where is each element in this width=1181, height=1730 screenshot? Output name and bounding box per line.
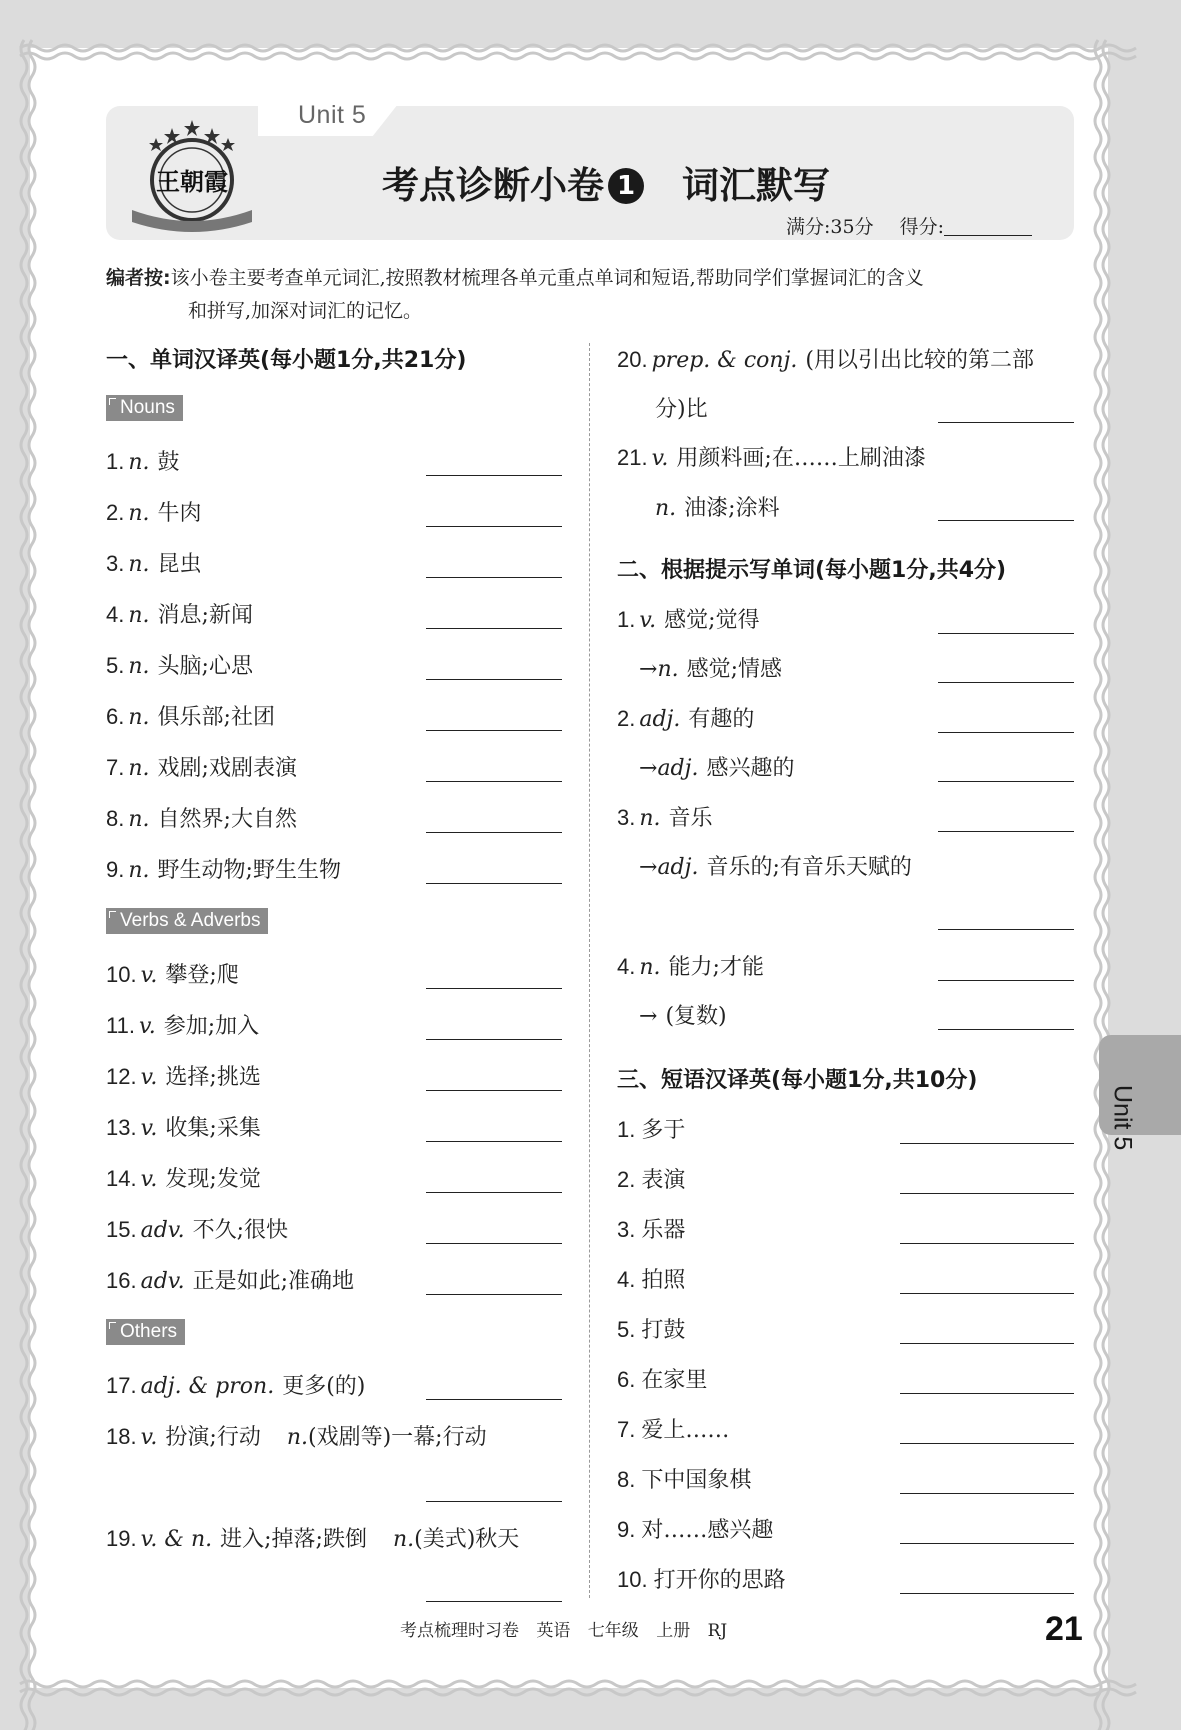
question-number: 7.	[106, 755, 125, 780]
part-of-speech: v.	[140, 1167, 158, 1192]
part-of-speech: n.	[128, 654, 150, 679]
answer-blank[interactable]	[900, 1393, 1074, 1394]
question-text: 选择;挑选	[165, 1065, 261, 1090]
part-of-speech: n.	[128, 501, 150, 526]
question-item	[106, 751, 297, 782]
part-of-speech: v.	[651, 446, 669, 471]
answer-blank[interactable]	[426, 628, 562, 629]
question-text: 消息;新闻	[157, 603, 253, 628]
arrow-icon: →	[639, 657, 658, 682]
question-text: 攀登;爬	[165, 963, 239, 988]
page-title: 考点诊断小卷 1 词汇默写	[382, 164, 830, 207]
answer-blank[interactable]	[900, 1293, 1074, 1294]
question-text: 收集;采集	[165, 1116, 261, 1141]
question-number: 15.	[106, 1217, 137, 1242]
answer-blank[interactable]	[426, 1141, 562, 1142]
question-text: 音乐	[668, 806, 713, 831]
question-text: 油漆;涂料	[684, 496, 780, 521]
question-item	[617, 1413, 729, 1444]
part-of-speech: v.	[138, 1014, 156, 1039]
part-of-speech: n.	[128, 807, 150, 832]
question-item	[106, 1060, 261, 1091]
answer-blank[interactable]	[426, 883, 562, 884]
answer-blank[interactable]	[938, 1029, 1074, 1030]
question-item	[106, 547, 202, 578]
question-number: 17.	[106, 1373, 137, 1398]
question-number: 6.	[106, 704, 125, 729]
part-of-speech: adv.	[140, 1218, 185, 1243]
question-number: 19.	[106, 1526, 137, 1551]
question-item	[106, 1162, 261, 1193]
question-item	[617, 1363, 707, 1394]
answer-blank[interactable]	[938, 980, 1074, 981]
question-text: 牛肉	[157, 501, 202, 526]
part-of-speech: adj.	[657, 756, 699, 781]
category-nouns: Nouns	[106, 395, 183, 421]
part-of-speech: v. & n.	[140, 1527, 213, 1552]
section-1-title: 一、单词汉译英(每小题1分,共21分)	[106, 348, 467, 373]
title-number-badge: 1	[608, 168, 644, 204]
question-text: (戏剧等)一幕;行动	[308, 1425, 487, 1450]
answer-blank[interactable]	[900, 1543, 1074, 1544]
footer-text: 考点梳理时习卷 英语 七年级 上册 RJ	[400, 1621, 728, 1641]
question-item	[106, 958, 239, 989]
question-number: 18.	[106, 1424, 137, 1449]
part-of-speech: n.	[128, 450, 150, 475]
question-number: 5.	[106, 653, 125, 678]
question-text: 自然界;大自然	[157, 807, 297, 832]
question-number: 1.	[106, 449, 125, 474]
question-number: 3.	[617, 805, 636, 830]
question-item	[106, 1213, 288, 1244]
category-others: Others	[106, 1319, 185, 1345]
question-text: 俱乐部;社团	[157, 705, 275, 730]
part-of-speech: n.	[286, 1425, 308, 1450]
answer-blank[interactable]	[938, 831, 1074, 832]
question-number: 5.	[617, 1317, 636, 1342]
answer-blank[interactable]	[938, 682, 1074, 683]
answer-blank[interactable]	[938, 520, 1074, 521]
answer-blank[interactable]	[426, 1243, 562, 1244]
question-item	[617, 1163, 685, 1194]
part-of-speech: v.	[140, 1116, 158, 1141]
question-number: 16.	[106, 1268, 137, 1293]
part-of-speech: n.	[128, 705, 150, 730]
question-number: 8.	[106, 806, 125, 831]
question-text: 打开你的思路	[653, 1568, 786, 1593]
answer-blank[interactable]	[426, 832, 562, 833]
question-text: 戏剧;戏剧表演	[157, 756, 297, 781]
question-item	[106, 1522, 519, 1553]
question-text: (用以引出比较的第二部	[805, 348, 1035, 373]
question-text: 扮演;行动	[165, 1425, 261, 1450]
part-of-speech: n.	[392, 1527, 415, 1552]
question-item	[617, 1563, 786, 1594]
question-number: 3.	[106, 551, 125, 576]
part-of-speech: adv.	[140, 1269, 185, 1294]
question-text: 感兴趣的	[706, 756, 795, 781]
question-item	[106, 700, 275, 731]
question-number: 7.	[617, 1417, 636, 1442]
question-item	[617, 1313, 685, 1344]
question-item-cont	[655, 491, 780, 522]
part-of-speech: n.	[128, 858, 150, 883]
score-blank[interactable]	[944, 217, 1032, 236]
part-of-speech: adj. & pron.	[140, 1374, 275, 1399]
question-text: 多于	[641, 1118, 686, 1143]
question-number: 12.	[106, 1064, 137, 1089]
answer-blank[interactable]	[426, 1294, 562, 1295]
question-item	[617, 1513, 773, 1544]
question-number: 2.	[617, 706, 636, 731]
question-text: 在家里	[641, 1368, 708, 1393]
question-text: 鼓	[157, 450, 180, 475]
answer-blank[interactable]	[426, 526, 562, 527]
answer-blank[interactable]	[938, 929, 1074, 930]
column-divider	[589, 343, 590, 1598]
question-number: 10.	[617, 1567, 648, 1592]
answer-blank[interactable]	[900, 1243, 1074, 1244]
question-item	[106, 1111, 261, 1142]
answer-blank[interactable]	[426, 475, 562, 476]
page-number: 21	[1045, 1610, 1083, 1648]
question-number: 1.	[617, 1117, 636, 1142]
answer-blank[interactable]	[426, 1090, 562, 1091]
part-of-speech: n.	[128, 603, 150, 628]
question-number: 8.	[617, 1467, 636, 1492]
question-text: 打鼓	[641, 1318, 686, 1343]
answer-blank[interactable]	[900, 1443, 1074, 1444]
question-text: 头脑;心思	[157, 654, 253, 679]
answer-blank[interactable]	[426, 1601, 562, 1602]
question-item	[617, 950, 764, 981]
question-text: 下中国象棋	[641, 1468, 752, 1493]
editor-note: 编者按:该小卷主要考查单元词汇,按照教材梳理各单元重点单词和短语,帮助同学们掌握词汇的含义 和拼写,加深对词汇的记忆。	[106, 267, 924, 322]
question-text: 有趣的	[688, 707, 755, 732]
question-text: 对……感兴趣	[641, 1518, 774, 1543]
question-text: 野生动物;野生生物	[157, 858, 341, 883]
derived-word-hint	[639, 999, 727, 1030]
question-item	[106, 802, 297, 833]
question-item	[106, 1009, 259, 1040]
question-text: 拍照	[641, 1268, 686, 1293]
question-number: 4.	[617, 954, 636, 979]
question-text: 正是如此;准确地	[192, 1269, 355, 1294]
question-item	[106, 1420, 487, 1451]
question-item	[617, 801, 713, 832]
question-text: 感觉;觉得	[664, 608, 760, 633]
question-item	[617, 1113, 685, 1144]
question-text: (复数)	[665, 1004, 727, 1029]
question-item	[106, 445, 180, 476]
question-item	[106, 1264, 354, 1295]
section-3-title: 三、短语汉译英(每小题1分,共10分)	[617, 1068, 978, 1093]
answer-blank[interactable]	[900, 1143, 1074, 1144]
question-item	[617, 1263, 685, 1294]
answer-blank[interactable]	[426, 679, 562, 680]
question-number: 4.	[617, 1267, 636, 1292]
part-of-speech: n.	[128, 756, 150, 781]
question-text: (美式)秋天	[414, 1527, 520, 1552]
question-number: 11.	[106, 1013, 135, 1038]
question-text: 音乐的;有音乐天赋的	[706, 855, 912, 880]
answer-blank[interactable]	[900, 1343, 1074, 1344]
question-number: 3.	[617, 1217, 636, 1242]
part-of-speech: n.	[639, 955, 661, 980]
part-of-speech: adj.	[657, 855, 699, 880]
part-of-speech: n.	[655, 496, 677, 521]
part-of-speech: v.	[140, 963, 158, 988]
part-of-speech: v.	[140, 1425, 158, 1450]
arrow-icon: →	[639, 1004, 658, 1029]
answer-blank[interactable]	[938, 633, 1074, 634]
question-number: 20.	[617, 347, 648, 372]
question-item	[617, 343, 1034, 374]
score-line: 满分:35分 得分:	[786, 212, 1032, 239]
question-number: 6.	[617, 1367, 636, 1392]
part-of-speech: n.	[657, 657, 679, 682]
question-text: 表演	[641, 1168, 686, 1193]
svg-text:王朝霞: 王朝霞	[156, 167, 228, 196]
part-of-speech: v.	[140, 1065, 158, 1090]
answer-blank[interactable]	[426, 730, 562, 731]
question-number: 13.	[106, 1115, 137, 1140]
answer-blank[interactable]	[900, 1193, 1074, 1194]
answer-blank[interactable]	[426, 1192, 562, 1193]
answer-blank[interactable]	[426, 1039, 562, 1040]
question-item	[106, 1369, 365, 1400]
question-number: 2.	[106, 500, 125, 525]
answer-blank[interactable]	[426, 988, 562, 989]
derived-word-hint	[639, 652, 782, 683]
question-item	[106, 853, 341, 884]
question-item	[617, 603, 760, 634]
unit-label: Unit 5	[298, 101, 367, 129]
arrow-icon: →	[639, 756, 658, 781]
section-2-title: 二、根据提示写单词(每小题1分,共4分)	[617, 558, 1007, 583]
question-text: 爱上……	[641, 1418, 730, 1443]
derived-word-hint	[639, 850, 912, 881]
wangzhaoxia-logo	[128, 114, 256, 236]
question-item	[106, 598, 253, 629]
question-text-cont: 分)比	[655, 397, 708, 422]
question-text: 乐器	[641, 1218, 686, 1243]
answer-blank[interactable]	[900, 1593, 1074, 1594]
part-of-speech: prep. & conj.	[651, 348, 798, 373]
question-text: 更多(的)	[282, 1374, 366, 1399]
question-text: 感觉;情感	[686, 657, 783, 682]
question-text: 发现;发觉	[165, 1167, 261, 1192]
answer-blank[interactable]	[426, 781, 562, 782]
answer-blank[interactable]	[426, 1399, 562, 1400]
answer-blank[interactable]	[938, 781, 1074, 782]
question-text: 用颜料画;在……上刷油漆	[676, 446, 926, 471]
question-item	[617, 1213, 685, 1244]
question-number: 14.	[106, 1166, 137, 1191]
question-text: 进入;掉落;跌倒	[220, 1527, 367, 1552]
part-of-speech: n.	[128, 552, 150, 577]
question-text: 能力;才能	[668, 955, 764, 980]
question-item	[106, 496, 202, 527]
answer-blank[interactable]	[938, 422, 1074, 423]
question-number: 10.	[106, 962, 137, 987]
part-of-speech: n.	[639, 806, 661, 831]
question-number: 9.	[106, 857, 125, 882]
part-of-speech: adj.	[639, 707, 681, 732]
question-number: 21.	[617, 445, 648, 470]
answer-blank[interactable]	[426, 577, 562, 578]
side-unit-label: Unit 5	[1108, 1085, 1137, 1151]
question-text: 参加;加入	[163, 1014, 260, 1039]
part-of-speech: v.	[639, 608, 657, 633]
derived-word-hint	[639, 751, 794, 782]
question-item	[617, 702, 754, 733]
answer-blank[interactable]	[938, 732, 1074, 733]
question-number: 1.	[617, 607, 636, 632]
question-item	[617, 441, 926, 472]
answer-blank[interactable]	[426, 1501, 562, 1502]
question-text: 不久;很快	[192, 1218, 289, 1243]
question-item	[617, 1463, 751, 1494]
question-number: 2.	[617, 1167, 636, 1192]
category-verbs-adverbs: Verbs & Adverbs	[106, 908, 268, 934]
question-item	[106, 649, 253, 680]
question-text: 昆虫	[157, 552, 202, 577]
answer-blank[interactable]	[900, 1493, 1074, 1494]
arrow-icon: →	[639, 855, 658, 880]
question-number: 4.	[106, 602, 125, 627]
question-number: 9.	[617, 1517, 636, 1542]
